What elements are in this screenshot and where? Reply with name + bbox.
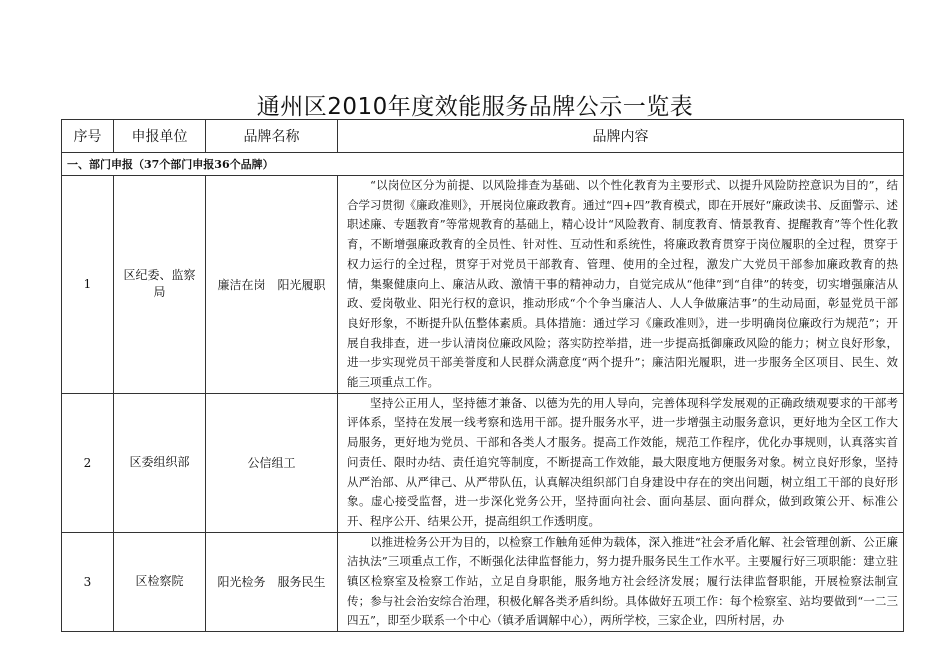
header-brand-name: 品牌名称 <box>206 120 338 153</box>
table-header-row <box>62 120 904 153</box>
brand-table <box>61 119 904 632</box>
row-seq: 1 <box>62 176 114 394</box>
row-seq: 2 <box>62 393 114 532</box>
row-brand-name: 阳光检务 服务民生 <box>206 532 338 632</box>
page-title: 通州区2010年度效能服务品牌公示一览表 <box>256 94 694 120</box>
section-row <box>62 153 904 176</box>
row-brand-content: “以岗位区分为前提、以风险排查为基础、以个性化教育为主要形式、以提升风险防控意识为目的”，结合学习贯彻《廉政准则》，开展岗位廉政教育。通过“四+四”教育模式，即在开展好“廉政读书、反面警示、述职述廉、专题教育”等常规教育的基础上，精心设计“风险教育、制度教育、情景教育、提醒教育”等个性化教育，不断增强廉政教育的全员性、针对性、互动性和系统性，将廉政教育贯穿于岗位履职的全过程，贯穿于权力运行的全过程，贯穿于对党员干部教育、管理、使用的全过程，激发广大党员干部参加廉政教育的热情，集聚健康向上、廉洁从政、激情干事的精神动力，自觉完成从“他律”到“自律”的转变，切实增强廉洁从政、爱岗敬业、阳光行权的意识，推动形成“个个争当廉洁人、人人争做廉洁事”的生动局面，彰显党员干部良好形象，不断提升队伍整体素质。具体措施：通过学习《廉政准则》，进一步明确岗位廉政行为规范”；开展自我排查，进一步认清岗位廉政风险；落实防控举措，进一步提高抵御廉政风险的能力；树立良好形象，进一步实现党员干部美誉度和人民群众满意度“两个提升”；廉洁阳光履职，进一步服务全区项目、民生、效能三项重点工作。 <box>338 176 904 394</box>
row-unit: 区委组织部 <box>114 393 206 532</box>
header-brand-content: 品牌内容 <box>338 120 904 153</box>
row-brand-name: 廉洁在岗 阳光履职 <box>206 176 338 394</box>
row-brand-content: 以推进检务公开为目的，以检察工作触角延伸为载体，深入推进“社会矛盾化解、社会管理创新、公正廉洁执法”三项重点工作，不断强化法律监督能力，努力提升服务民生工作水平。主要履行好三项职能：建立驻镇区检察室及检察工作站，立足自身职能，服务地方社会经济发展；履行法律监督职能，开展检察法制宣传；参与社会治安综合治理，积极化解各类矛盾纠纷。具体做好五项工作：每个检察室、站均要做到“一二三四五”，即至少联系一个中心（镇矛盾调解中心），两所学校，三家企业，四所村居，办 <box>338 532 904 632</box>
row-seq: 3 <box>62 532 114 632</box>
row-brand-content: 坚持公正用人，坚持德才兼备、以德为先的用人导向，完善体现科学发展观的正确政绩观要求的干部考评体系，坚持在发展一线考察和选用干部。提升服务水平，进一步增强主动服务意识，更好地为全区工作大局服务，更好地为党员、干部和各类人才服务。提高工作效能，规范工作程序，优化办事规则，认真落实首问责任、限时办结、责任追究等制度，不断提高工作效能，最大限度地方便服务对象。树立良好形象，坚持从严治部、从严律己、从严带队伍，认真解决组织部门自身建设中存在的突出问题，树立组工干部的良好形象。虚心接受监督，进一步深化党务公开，坚持面向社会、面向基层、面向群众，做到政策公开、标准公开、程序公开、结果公开，提高组织工作透明度。 <box>338 393 904 532</box>
section-label: 一、部门申报（37个部门申报36个品牌） <box>62 153 904 176</box>
row-unit: 区纪委、监察局 <box>114 176 206 394</box>
table-row <box>62 393 904 532</box>
table-row <box>62 532 904 632</box>
header-unit: 申报单位 <box>114 120 206 153</box>
row-unit: 区检察院 <box>114 532 206 632</box>
header-seq: 序号 <box>62 120 114 153</box>
table-row <box>62 176 904 394</box>
row-brand-name: 公信组工 <box>206 393 338 532</box>
